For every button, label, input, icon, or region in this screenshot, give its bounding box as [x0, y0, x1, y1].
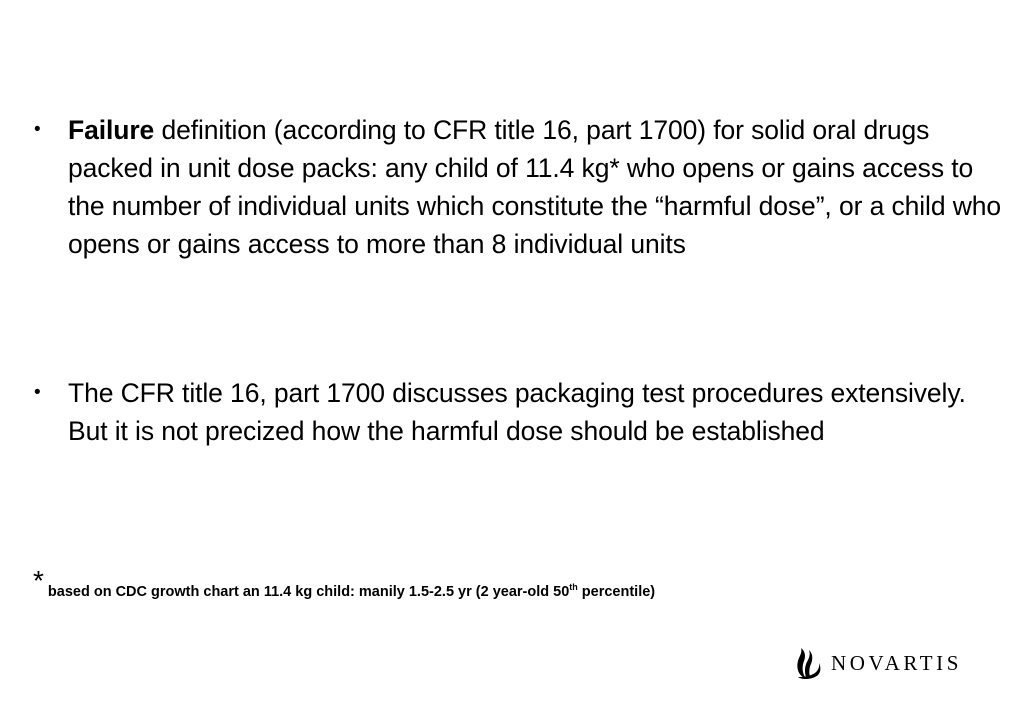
novartis-flame-icon	[794, 646, 822, 680]
bullet-text	[68, 111, 1005, 263]
novartis-wordmark: NOVARTIS	[831, 651, 963, 675]
footnote-text-end: percentile)	[577, 584, 656, 600]
bullet-marker: •	[34, 382, 41, 403]
footnote-text-main: based on CDC growth chart an 11.4 kg child: manily 1.5-2.5 yr (2 year-old 50	[47, 584, 570, 600]
footnote-marker: *	[33, 565, 44, 596]
footnote-text	[48, 584, 655, 600]
bullet-body: The CFR title 16, part 1700 discusses packaging test procedures extensively. But it is not precized how the harmful dose should be established	[68, 378, 966, 446]
footnote-superscript: th	[569, 582, 578, 593]
bullet-item-cfr-discussion	[30, 374, 1005, 450]
bullet-body: definition (according to CFR title 16, part 1700) for solid oral drugs packed in unit dose packs: any child of 11.4 kg* who opens or gains access to the number of individual units which constitute the “harmful dose”, or a child who opens or gains access to more than 8 individual units	[68, 115, 1002, 259]
bullet-marker: •	[34, 119, 41, 140]
bullet-text	[68, 374, 1005, 450]
bullet-bold-lead: Failure	[68, 115, 155, 145]
bullet-item-failure-definition	[30, 111, 1005, 263]
footnote	[33, 565, 993, 602]
novartis-logo	[794, 646, 962, 680]
